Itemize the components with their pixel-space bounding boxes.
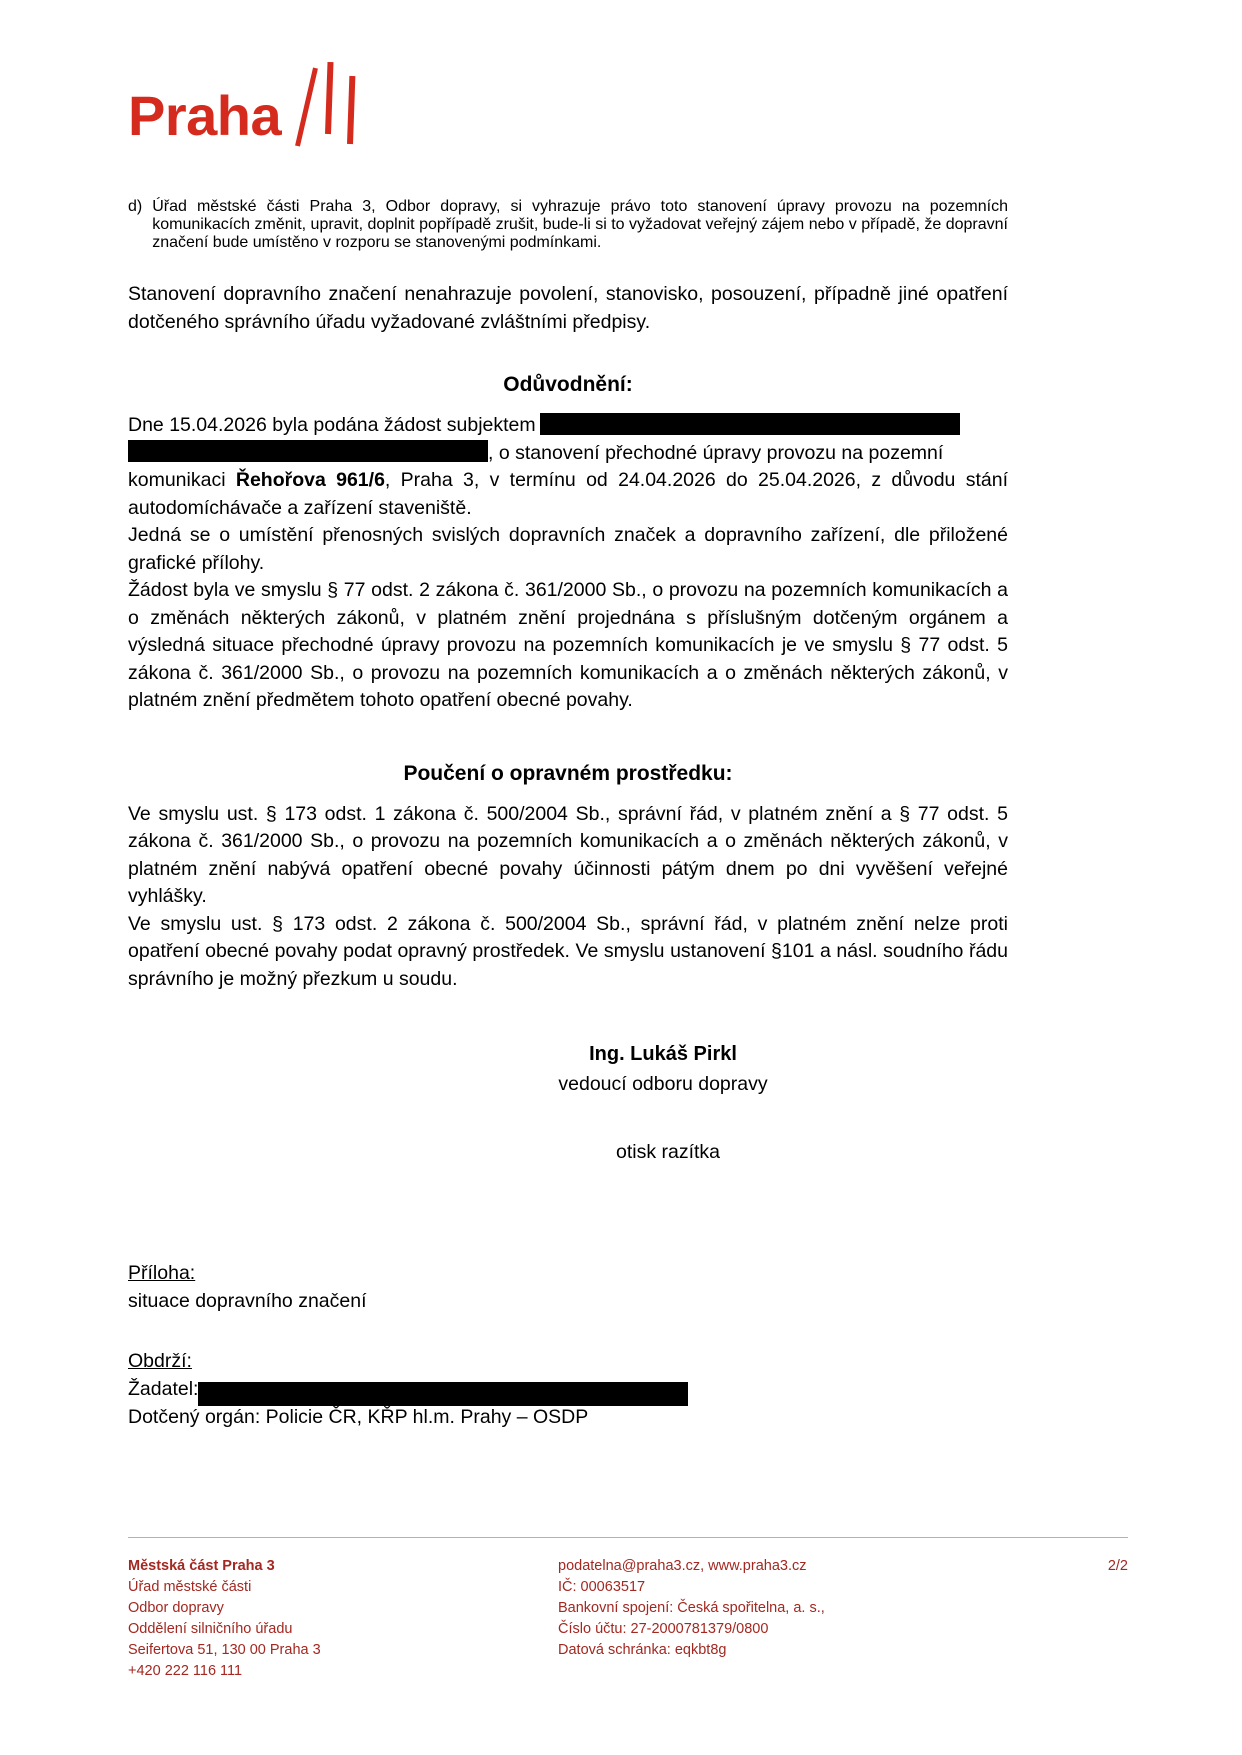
signatory-name: Ing. Lukáš Pirkl xyxy=(589,1043,737,1065)
footer-department: Odbor dopravy xyxy=(128,1600,224,1616)
oduvodneni-paragraph-2: Jedná se o umístění přenosných svislých dopravních značek a dopravního zařízení, dle přiložené grafické přílohy. xyxy=(128,524,1008,574)
redaction-bar-applicant xyxy=(198,1382,688,1406)
footer-page-number: 2/2 xyxy=(1107,1558,1128,1574)
pouceni-paragraph-2: Ve smyslu ust. § 173 odst. 2 zákona č. 500/2004 Sb., správní řád, v platném znění nelze proti opatření obecné povahy podat opravný prostředek. Ve smyslu ustanovení §101 a násl. soudního řádu správního je možný přezkum u soudu. xyxy=(128,912,1008,990)
footer-bank: Bankovní spojení: Česká spořitelna, a. s., xyxy=(558,1600,825,1616)
clause-d-marker: d) xyxy=(128,198,143,215)
attachment-item: situace dopravního značení xyxy=(128,1290,367,1312)
clause-d-text: Úřad městské části Praha 3, Odbor dopravy, si vyhrazuje právo toto stanovení úpravy provozu na pozemních komunikacích změnit, upravit, doplnit popřípadě zrušit, bude-li si to vyžadovat veřejný zájem nebo v případě, že dopravní značení bude umístěno v rozporu se stanovenými podmínkami. xyxy=(152,198,1008,251)
footer-databox: Datová schránka: eqkbt8g xyxy=(558,1642,727,1658)
document-body xyxy=(128,198,1008,1431)
footer-address-column xyxy=(128,1556,558,1682)
oduvodneni-street-prefix: komunikaci xyxy=(128,469,236,491)
footer-org-name: Městská část Praha 3 xyxy=(128,1558,275,1574)
oduvodneni-line-3 xyxy=(128,467,1008,522)
footer-email-web[interactable]: podatelna@praha3.cz, www.praha3.cz xyxy=(558,1558,807,1574)
footer-phone: +420 222 116 111 xyxy=(128,1663,243,1679)
praha-logo xyxy=(128,52,361,147)
recipient-applicant xyxy=(128,1375,1008,1403)
oduvodneni-paragraph-3: Žádost byla ve smyslu § 77 odst. 2 zákona č. 361/2000 Sb., o provozu na pozemních komunikacích a o změnách některých zákonů, v platném znění projednána s příslušným dotčeným orgánem a výsledná situace přechodné úpravy provozu na pozemních komunikacích je ve smyslu § 77 odst. 5 zákona č. 361/2000 Sb., o provozu na pozemních komunikacích a o změnách některých zákonů, v platném znění předmětem tohoto opatření obecné povahy. xyxy=(128,579,1008,711)
recipients-heading: Obdrží: xyxy=(128,1350,192,1372)
paragraph-note: Stanovení dopravního značení nenahrazuje povolení, stanovisko, posouzení, případně jiné opatření dotčeného správního úřadu vyžadované zvláštními předpisy. xyxy=(128,283,1008,333)
recipient-authority: Dotčený orgán: Policie ČR, KŘP hl.m. Prahy – OSDP xyxy=(128,1406,589,1428)
stamp-placeholder: otisk razítka xyxy=(615,1141,721,1163)
footer-street-address: Seifertova 51, 130 00 Praha 3 xyxy=(128,1642,321,1658)
footer-account-number: Číslo účtu: 27-2000781379/0800 xyxy=(558,1621,769,1637)
oduvodneni-line-1 xyxy=(128,412,1008,440)
page-footer xyxy=(128,1556,1138,1682)
footer-office: Úřad městské části xyxy=(128,1579,252,1595)
heading-oduvodneni: Odůvodnění: xyxy=(503,373,633,396)
redaction-bar-subject-1 xyxy=(540,413,960,435)
footer-divider xyxy=(128,1537,1128,1538)
oduvodneni-street: Řehořova 961/6 xyxy=(235,469,385,491)
redaction-bar-subject-2 xyxy=(128,440,488,462)
attachment-section xyxy=(128,1259,1008,1315)
signatory-role: vedoucí odboru dopravy xyxy=(558,1073,768,1095)
logo-slash-marks-icon xyxy=(291,58,361,144)
footer-ico: IČ: 00063517 xyxy=(558,1579,646,1595)
clause-d xyxy=(128,198,1008,252)
signature-block xyxy=(128,1039,1008,1099)
oduvodneni-line-1-text: Dne 15.04.2026 byla podána žádost subjektem xyxy=(128,414,536,436)
heading-pouceni: Poučení o opravném prostředku: xyxy=(403,761,733,785)
recipient-applicant-label: Žadatel: xyxy=(128,1378,199,1400)
recipients-section xyxy=(128,1347,1008,1431)
oduvodneni-line-2 xyxy=(128,440,1008,468)
logo-wordmark: Praha xyxy=(128,84,282,147)
attachment-heading: Příloha: xyxy=(128,1262,196,1284)
pouceni-paragraph-1: Ve smyslu ust. § 173 odst. 1 zákona č. 500/2004 Sb., správní řád, v platném znění a § 77 odst. 5 zákona č. 361/2000 Sb., o provozu na pozemních komunikacích a o změnách některých zákonů, v platném znění nabývá opatření obecné povahy účinnosti pátým dnem po dni vyvěšení veřejné vyhlášky. xyxy=(128,802,1008,907)
oduvodneni-line-2-text: , o stanovení přechodné úpravy provozu na pozemní xyxy=(488,441,944,464)
footer-division: Oddělení silničního úřadu xyxy=(128,1621,293,1637)
footer-contact-column xyxy=(558,1556,988,1682)
oduvodneni-street-suffix: , Praha 3, v termínu od 24.04.2026 do 25.04.2026, z důvodu stání autodomíchávače a zařízení staveniště. xyxy=(128,469,1008,519)
